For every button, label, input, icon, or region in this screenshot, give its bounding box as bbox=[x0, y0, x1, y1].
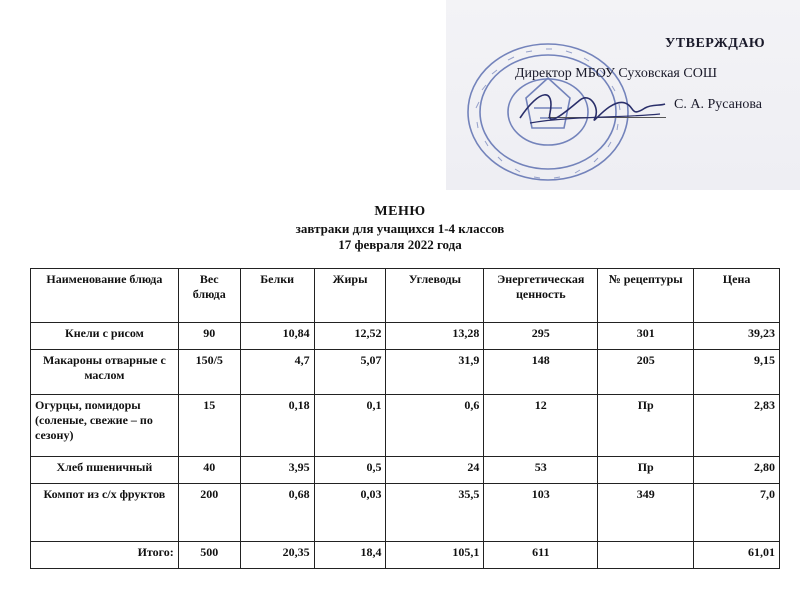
dish-weight: 90 bbox=[178, 323, 240, 350]
table-total-row bbox=[31, 542, 780, 569]
dish-weight: 40 bbox=[178, 457, 240, 484]
dish-recipe: 349 bbox=[598, 484, 694, 542]
total-label: Итого: bbox=[31, 542, 179, 569]
table-row bbox=[31, 350, 780, 395]
dish-proteins: 0,68 bbox=[240, 484, 314, 542]
approval-name: С. А. Русанова bbox=[674, 97, 762, 112]
total-fats: 18,4 bbox=[314, 542, 386, 569]
total-recipe bbox=[598, 542, 694, 569]
header-recipe-number: № рецептуры bbox=[598, 269, 694, 323]
dish-energy: 148 bbox=[484, 350, 598, 395]
dish-fats: 0,5 bbox=[314, 457, 386, 484]
dish-fats: 0,1 bbox=[314, 395, 386, 457]
dish-price: 7,0 bbox=[694, 484, 780, 542]
dish-weight: 15 bbox=[178, 395, 240, 457]
dish-fats: 12,52 bbox=[314, 323, 386, 350]
dish-energy: 103 bbox=[484, 484, 598, 542]
signature-icon bbox=[510, 78, 670, 138]
dish-carbs: 35,5 bbox=[386, 484, 484, 542]
dish-carbs: 0,6 bbox=[386, 395, 484, 457]
dish-name: Макароны отварные с маслом bbox=[31, 350, 179, 395]
dish-recipe: 301 bbox=[598, 323, 694, 350]
dish-carbs: 13,28 bbox=[386, 323, 484, 350]
table-row bbox=[31, 457, 780, 484]
total-weight: 500 bbox=[178, 542, 240, 569]
dish-proteins: 4,7 bbox=[240, 350, 314, 395]
dish-proteins: 3,95 bbox=[240, 457, 314, 484]
header-proteins: Белки bbox=[240, 269, 314, 323]
dish-name: Компот из с/х фруктов bbox=[31, 484, 179, 542]
document-subtitle: завтраки для учащихся 1-4 классов bbox=[295, 221, 505, 236]
dish-fats: 0,03 bbox=[314, 484, 386, 542]
header-dish-name: Наименование блюда bbox=[31, 269, 179, 323]
table-header-row bbox=[31, 269, 780, 323]
dish-price: 2,80 bbox=[694, 457, 780, 484]
table-row bbox=[31, 323, 780, 350]
header-weight: Вес блюда bbox=[178, 269, 240, 323]
total-price: 61,01 bbox=[694, 542, 780, 569]
dish-proteins: 0,18 bbox=[240, 395, 314, 457]
dish-energy: 53 bbox=[484, 457, 598, 484]
dish-name: Хлеб пшеничный bbox=[31, 457, 179, 484]
total-energy: 611 bbox=[484, 542, 598, 569]
table-row bbox=[31, 395, 780, 457]
dish-weight: 150/5 bbox=[178, 350, 240, 395]
dish-fats: 5,07 bbox=[314, 350, 386, 395]
header-carbs: Углеводы bbox=[386, 269, 484, 323]
dish-recipe: Пр bbox=[598, 395, 694, 457]
dish-proteins: 10,84 bbox=[240, 323, 314, 350]
dish-energy: 295 bbox=[484, 323, 598, 350]
header-fats: Жиры bbox=[314, 269, 386, 323]
header-energy: Энергетическая ценность bbox=[484, 269, 598, 323]
dish-price: 39,23 bbox=[694, 323, 780, 350]
dish-carbs: 24 bbox=[386, 457, 484, 484]
document-title: МЕНЮ bbox=[374, 204, 426, 219]
menu-table bbox=[30, 268, 780, 569]
dish-price: 9,15 bbox=[694, 350, 780, 395]
total-carbs: 105,1 bbox=[386, 542, 484, 569]
total-proteins: 20,35 bbox=[240, 542, 314, 569]
dish-name: Огурцы, помидоры (соленые, свежие – по сезону) bbox=[31, 395, 179, 457]
header-price: Цена bbox=[694, 269, 780, 323]
approval-title: УТВЕРЖДАЮ bbox=[665, 36, 766, 51]
dish-recipe: Пр bbox=[598, 457, 694, 484]
document-date: 17 февраля 2022 года bbox=[338, 237, 462, 252]
table-row bbox=[31, 484, 780, 542]
dish-weight: 200 bbox=[178, 484, 240, 542]
dish-recipe: 205 bbox=[598, 350, 694, 395]
dish-carbs: 31,9 bbox=[386, 350, 484, 395]
dish-name: Кнели с рисом bbox=[31, 323, 179, 350]
dish-price: 2,83 bbox=[694, 395, 780, 457]
dish-energy: 12 bbox=[484, 395, 598, 457]
approval-position: Директор МБОУ Суховская СОШ bbox=[515, 66, 717, 81]
